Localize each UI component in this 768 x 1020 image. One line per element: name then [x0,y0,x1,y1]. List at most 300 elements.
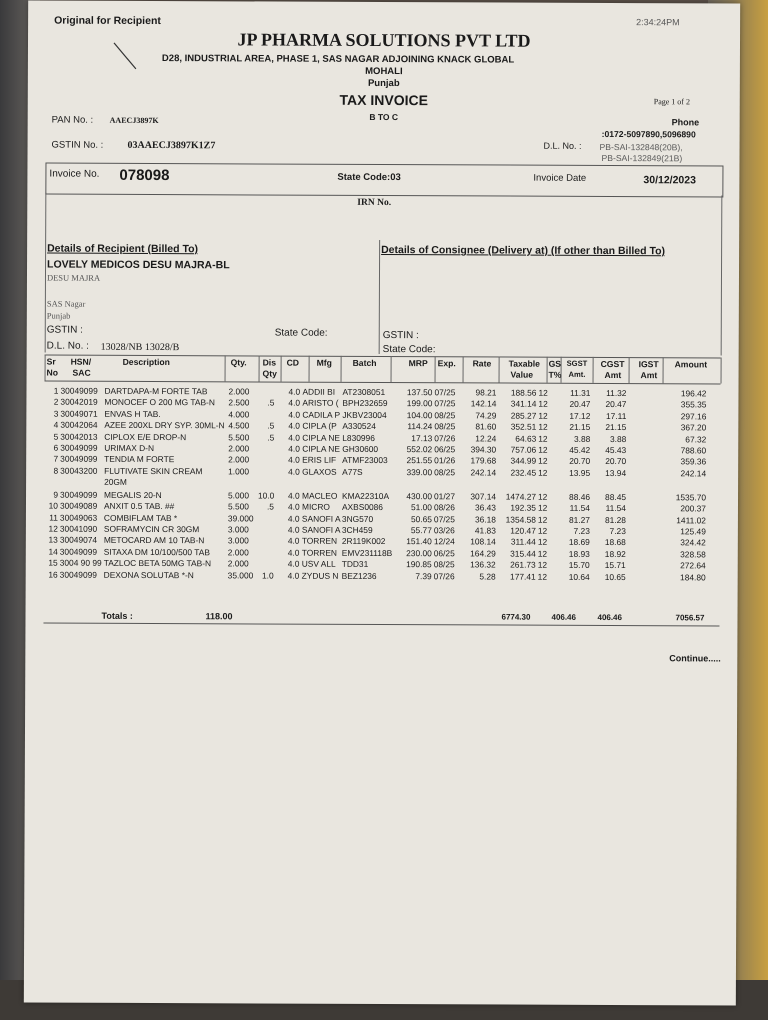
cell-taxable: 192.35 [510,502,537,513]
cell-gst: 12 [537,559,548,570]
cell-sr: 15 [48,557,58,568]
cell-sgst: 15.70 [568,560,590,571]
cell-gst: 12 [538,467,548,478]
th-description: Description [122,356,170,368]
th-sac: SAC [72,367,91,378]
phone-label: Phone [671,117,700,128]
cell-cgst: 18.68 [604,537,626,548]
cell-desc: MEGALIS 20-N [104,489,162,500]
cell-desc: URIMAX D-N [104,442,155,454]
recipient-dl-value: 13028/NB 13028/B [100,341,180,354]
cell-batch: EMV231118B [341,547,393,558]
cell-taxable: 1354.58 [505,514,536,525]
gstin-value: 03AAECJ3897K1Z7 [127,139,216,152]
phone-value: :0172-5097890,5096890 [601,128,696,140]
cell-qty: 4.000 [228,409,250,420]
totals-label: Totals : [101,610,133,621]
cell-cd: 4.0 [287,558,300,569]
cell-exp: 07/25 [434,387,456,398]
cell-sr: 6 [53,442,59,453]
cell-cd: 4.0 [288,490,300,501]
cell-sr: 7 [53,453,59,464]
cell-hsn: 30042013 [60,431,98,442]
company-address: D28, INDUSTRIAL AREA, PHASE 1, SAS NAGAR ADJOINING KNACK GLOBAL [161,53,515,66]
cell-taxable: 232.45 [510,467,537,478]
cell-rate: 179.68 [470,455,497,466]
cell-sgst: 18.93 [568,548,590,559]
cell-batch: JKBV23004 [342,409,387,420]
cell-gst: 12 [538,491,548,502]
invoice-number: 078098 [119,166,170,185]
cell-batch: 3CH459 [341,524,373,535]
cell-mfg: TORREN [301,536,338,547]
cell-sgst: 17.12 [569,410,591,421]
recipient-state-code-label: State Code: [274,327,328,339]
invoice-date: 30/12/2023 [643,174,696,187]
consignee-gstin-label: GSTIN : [382,330,419,342]
cell-sgst: 88.46 [569,491,591,502]
th-dis-qty: Qty [262,368,277,379]
cell-mrp: 430.00 [406,490,433,502]
cell-mrp: 55.77 [410,525,432,536]
cell-qty: 4.500 [228,420,250,431]
cell-taxable: 352.51 [510,421,537,432]
cell-amount: 242.14 [680,468,707,479]
cell-qty: 2.000 [228,386,250,397]
cell-sr: 9 [53,489,59,500]
cell-mrp: 137.50 [406,387,433,398]
recipient-address-2: SAS Nagar [46,298,86,309]
cell-qty: 35.000 [227,569,254,581]
invoice-number-label: Invoice No. [49,168,100,180]
cell-taxable: 311.44 [510,536,536,548]
cell-exp: 08/25 [434,421,456,432]
cell-mrp: 199.00 [406,398,433,409]
cell-exp: 07/26 [433,570,455,581]
cell-exp: 01/27 [434,491,456,502]
cell-mrp: 51.00 [410,502,433,513]
cell-desc: TAZLOC BETA 50MG TAB-N [103,557,212,569]
cell-cd: 4.0 [287,547,300,558]
cell-rate: 108.14 [470,536,496,547]
th-rate: Rate [472,358,492,369]
gstin-label: GSTIN No. : [51,139,104,151]
cell-desc-line2: 20GM [104,476,127,487]
cell-qty: 3.000 [227,524,249,535]
cell-mfg: MICRO [301,501,330,512]
cell-gst: 12 [538,433,548,444]
cell-sgst: 13.95 [569,467,591,478]
recipient-title: Details of Recipient (Billed To) [47,242,199,256]
cell-amount: 125.49 [680,526,706,537]
cell-dis: .5 [266,501,275,512]
totals-sgst: 406.46 [551,612,576,622]
cell-sgst: 7.23 [573,525,590,536]
cell-qty: 3.000 [227,535,249,546]
pan-value: AAECJ3897K [109,115,159,126]
cell-hsn: 30049099 [60,453,98,465]
cell-amount: 367.20 [680,422,707,433]
cell-mfg: ADDII BI [302,386,336,397]
cell-gst: 12 [537,502,548,513]
cell-amount: 67.32 [685,433,707,445]
cell-cd: 4.0 [288,432,300,443]
cell-desc: DEXONA SOLUTAB *-N [103,569,194,580]
cell-cd: 4.0 [288,443,300,454]
cell-mrp: 151.40 [406,536,432,547]
cell-sr: 16 [48,569,58,580]
recipient-dl-label: D.L. No. : [46,340,89,352]
details-right-border [721,195,723,355]
cell-desc: AZEE 200XL DRY SYP. 30ML-N [104,419,225,431]
cell-rate: 242.14 [470,467,497,478]
cell-gst: 12 [538,444,548,455]
cell-exp: 07/26 [434,432,456,443]
cell-qty: 2.500 [228,397,250,408]
cell-hsn: 30049089 [59,500,98,511]
cell-desc: SITAXA DM 10/100/500 TAB [103,546,210,558]
cell-amount: 200.37 [680,503,707,514]
totals-qty: 118.00 [205,611,233,622]
cell-mrp: 230.00 [406,547,432,559]
cell-desc: METOCARD AM 10 TAB-N [103,535,205,546]
cell-batch: 2R119K002 [341,536,386,547]
cell-desc: ENVAS H TAB. [104,408,161,419]
cell-qty: 5.000 [228,490,250,501]
cell-taxable: 120.47 [510,525,536,536]
th-mrp: MRP [408,358,428,369]
totals-cgst: 406.46 [597,612,622,623]
cell-qty: 5.500 [228,431,250,443]
th-qty: Qty. [230,357,247,368]
cell-dis: 10.0 [258,490,275,501]
cell-gst: 12 [538,399,548,410]
table-row [26,465,738,487]
th-value: Value [510,369,534,380]
cell-hsn: 30043200 [60,465,98,476]
cell-dis: 1.0 [262,570,274,581]
th-sgst: SGST [566,358,588,368]
cell-taxable: 64.63 [515,433,537,444]
cell-exp: 06/25 [434,444,456,455]
cell-qty: 2.000 [228,454,250,465]
cell-rate: 142.14 [470,398,497,409]
invoice-date-label: Invoice Date [533,172,587,184]
recipient-address-1: DESU MAJRA [46,272,101,283]
cell-taxable: 344.99 [510,455,537,467]
cell-mfg: CIPLA (P [302,420,337,431]
cell-mfg: CADILA P [302,409,341,420]
cell-mfg: ARISTO ( [302,398,339,409]
cell-hsn: 30049063 [59,512,98,523]
th-amount: Amount [674,359,708,370]
cell-sr: 14 [48,546,58,557]
cell-rate: 12.24 [475,433,497,444]
cell-cgst: 11.32 [606,387,627,399]
cell-sr: 4 [53,419,59,430]
cell-exp: 01/26 [434,455,456,466]
cell-mrp: 17.13 [411,432,433,443]
dl-label: D.L. No. : [543,140,582,151]
cell-gst: 12 [537,537,548,548]
irn-label: IRN No. [357,197,392,209]
cell-sgst: 11.31 [570,387,591,398]
cell-rate: 164.29 [470,548,496,559]
cell-gst: 12 [537,514,548,525]
cell-cgst: 45.43 [605,444,627,456]
company-state: Punjab [367,77,400,90]
cell-mfg: CIPLA NE [302,443,340,454]
cell-batch: A330524 [342,421,376,432]
cell-sr: 12 [48,523,58,534]
cell-batch: 3NG570 [341,513,374,524]
cell-cgst: 15.71 [604,560,626,571]
cell-taxable: 757.06 [510,444,537,455]
th-igst-amt: Amt [640,370,658,381]
cell-exp: 07/25 [433,513,455,524]
cell-mrp: 339.00 [406,466,433,478]
cell-batch: GH30600 [342,443,379,454]
cell-hsn: 30049074 [59,534,98,546]
cell-sgst: 10.64 [568,571,590,582]
cell-mfg: SANOFI A [301,524,341,535]
cell-amount: 359.36 [680,456,707,467]
cell-sr: 13 [48,534,58,545]
th-dis: Dis [262,357,277,368]
recipient-gstin-label: GSTIN : [46,324,83,336]
cell-sr: 10 [48,500,59,511]
cell-cd: 4.0 [288,454,300,466]
cell-mfg: USV ALL [301,558,336,569]
cell-hsn: 30049099 [59,546,98,557]
copy-label: Original for Recipient [54,14,161,28]
cell-cgst: 88.45 [605,491,627,502]
doc-title: TAX INVOICE [339,91,428,109]
cell-cgst: 10.65 [604,571,626,582]
totals-amount: 7056.57 [675,613,705,623]
cell-rate: 136.32 [470,559,496,570]
th-sgst-amt: Amt. [568,369,586,379]
pen-mark-icon [112,41,142,73]
cell-hsn: 30049099 [60,489,98,500]
cell-cd: 4.0 [288,386,301,397]
consignee-state-code-label: State Code: [382,344,436,356]
cell-exp: 07/25 [434,398,456,409]
cell-exp: 03/26 [433,525,455,536]
cell-exp: 08/25 [433,559,455,570]
cell-taxable: 188.56 [510,387,537,398]
table-row [26,569,738,584]
cell-taxable: 177.41 [510,571,536,582]
pan-label: PAN No. : [51,114,94,126]
cell-cgst: 11.54 [605,503,627,514]
cell-amount: 297.16 [680,411,707,422]
th-gst-pct: T% [548,369,562,380]
company-city: MOHALI [365,65,403,78]
recipient-name: LOVELY MEDICOS DESU MAJRA-BL [47,258,230,272]
cell-mfg: TORREN [301,547,338,558]
cell-dis: .5 [267,397,275,408]
dl-value-1: PB-SAI-132848(20B), [599,141,683,153]
cell-batch: BPH232659 [342,398,388,409]
cell-cgst: 17.11 [606,410,627,421]
cell-hsn: 30049099 [60,385,98,396]
cell-batch: A77S [342,466,363,477]
cell-qty: 2.000 [227,558,249,569]
cell-sgst: 81.27 [568,514,590,525]
cell-sr: 5 [53,431,59,442]
cell-exp: 08/25 [434,467,456,478]
dl-value-2: PB-SAI-132849(21B) [601,152,683,164]
cell-hsn: 30049099 [60,442,98,453]
th-exp: Exp. [437,358,456,369]
cell-sr: 11 [49,512,58,523]
th-mfg: Mfg [316,357,332,368]
cell-mfg: GLAXOS [302,466,337,477]
cell-cd: 4.0 [287,513,300,524]
cell-hsn: 30042064 [60,419,98,430]
th-taxable: Taxable [508,358,541,369]
th-cgst: CGST [600,358,625,370]
cell-sgst: 20.47 [569,399,591,410]
th-cd: CD [286,357,300,368]
cell-mrp: 552.02 [406,444,433,455]
cell-sgst: 21.15 [569,422,591,433]
th-cgst-amt: Amt [604,369,622,381]
cell-sgst: 18.69 [568,537,590,548]
cell-mrp: 114.24 [407,421,433,432]
cell-cd: 4.0 [287,524,300,535]
cell-amount: 1411.02 [676,514,706,526]
cell-desc: COMBIFLAM TAB * [103,512,178,523]
cell-amount: 184.80 [680,571,706,583]
cell-gst: 12 [538,456,548,467]
cell-gst: 12 [538,387,548,398]
cell-mrp: 104.00 [406,409,433,421]
company-name: JP PHARMA SOLUTIONS PVT LTD [237,29,531,51]
cell-batch: AXBS0086 [341,502,383,513]
cell-sr: 3 [53,408,59,419]
cell-sgst: 45.42 [569,444,591,455]
cell-rate: 5.28 [479,571,496,582]
cell-cd: 4.0 [288,409,301,420]
cell-mfg: SANOFI A [301,513,341,524]
cell-cd: 4.0 [288,466,300,477]
cell-mrp: 50.65 [410,513,432,524]
cell-rate: 41.83 [474,525,496,536]
cell-cgst: 20.47 [605,399,627,410]
cell-rate: 394.30 [470,444,497,455]
cell-batch: L830996 [342,432,375,443]
cell-mfg: ZYDUS N [301,570,339,581]
cell-amount: 1535.70 [675,492,707,503]
cell-amount: 788.60 [680,445,707,456]
cell-cd: 4.0 [288,397,301,409]
cell-exp: 08/26 [433,502,455,513]
cell-qty: 39.000 [227,512,254,524]
cell-cgst: 7.23 [609,525,626,537]
cell-cgst: 13.94 [605,467,627,478]
cell-cgst: 21.15 [605,422,627,433]
cell-rate: 36.18 [474,513,496,525]
cell-desc: CIPLOX E/E DROP-N [104,431,187,442]
cell-hsn: 30042019 [60,396,98,408]
cell-taxable: 341.14 [510,398,537,410]
cell-amount: 272.64 [680,560,706,571]
cell-batch: BEZ1236 [341,570,377,581]
cell-rate: 81.60 [475,421,497,432]
print-time: 2:34:24PM [636,17,680,28]
cell-cgst: 18.92 [604,548,626,559]
cell-dis: .5 [267,432,275,443]
cell-amount: 324.42 [680,537,706,548]
cell-qty: 2.000 [228,443,250,454]
cell-cd: 4.0 [287,535,300,547]
cell-rate: 36.43 [474,502,497,513]
cell-cd: 4.0 [287,501,300,512]
cell-desc: SOFRAMYCIN CR 30GM [103,523,200,535]
cell-qty: 1.000 [228,466,250,477]
page-number: Page 1 of 2 [653,97,690,107]
cell-hsn: 30049099 [59,569,97,580]
cell-mfg: MACLEO [302,490,338,501]
continue-label: Continue..... [669,653,721,664]
th-no: No [46,367,59,378]
cell-rate: 74.29 [475,410,497,421]
cell-exp: 06/25 [433,548,455,559]
cell-taxable: 315.44 [510,548,536,559]
cell-sr: 1 [53,385,59,396]
cell-exp: 12/24 [433,536,455,547]
th-sr: Sr [46,356,56,367]
cell-gst: 12 [538,421,548,432]
cell-mfg: ERIS LIF [302,455,337,466]
doc-subtitle: B TO C [369,111,399,123]
cell-rate: 98.21 [475,387,497,398]
cell-hsn: 30049071 [60,408,98,419]
cell-qty: 2.000 [227,547,249,558]
cell-batch: ATMF23003 [342,455,388,466]
cell-desc: MONOCEF O 200 MG TAB-N [104,397,215,408]
cell-amount: 196.42 [680,388,707,399]
cell-sr: 8 [53,465,59,476]
cell-sgst: 20.70 [569,456,591,467]
cell-batch: TDD31 [341,559,369,570]
cell-cgst: 3.88 [609,433,627,444]
cell-mfg: CIPLA NE [302,432,341,443]
cell-gst: 12 [537,571,548,582]
cell-hsn: 3004 90 99 [59,557,102,568]
cell-cgst: 20.70 [605,456,627,467]
cell-taxable: 261.73 [510,559,536,570]
cell-mrp: 190.85 [406,559,432,570]
cell-dis: .5 [267,420,275,431]
th-igst: IGST [638,359,659,370]
cell-desc: ANXIT 0.5 TAB. ## [103,500,175,512]
cell-sgst: 3.88 [573,433,591,444]
cell-cgst: 81.28 [604,514,626,525]
cell-gst: 12 [538,410,548,421]
cell-gst: 12 [537,525,548,536]
details-divider [379,240,380,354]
recipient-address-3: Punjab [46,310,71,321]
consignee-title: Details of Consignee (Delivery at) (If other than Billed To) [381,243,666,258]
th-gs: GS [548,358,562,369]
cell-sr: 2 [53,396,59,407]
cell-taxable: 285.27 [510,410,537,421]
cell-mrp: 251.55 [406,455,433,466]
cell-amount: 355.35 [680,399,707,410]
